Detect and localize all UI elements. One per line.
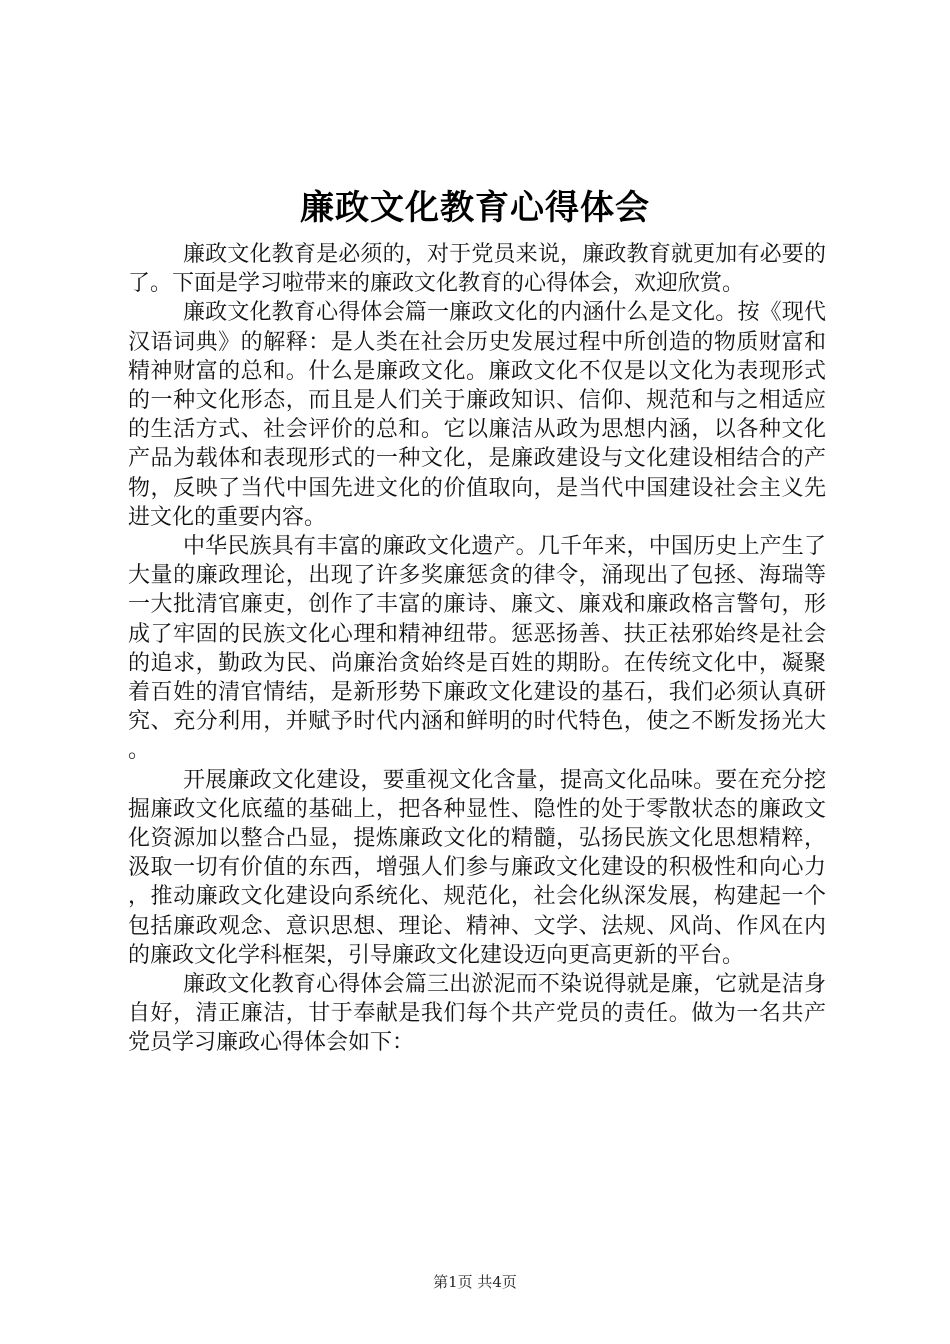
paragraph-intro: 廉政文化教育是必须的，对于党员来说，廉政教育就更加有必要的了。下面是学习啦带来的廉政文化教育的心得体会，欢迎欣赏。 xyxy=(128,242,826,297)
paragraph-part-one: 廉政文化教育心得体会篇一廉政文化的内涵什么是文化。按《现代汉语词典》的解释：是人类在社会历史发展过程中所创造的物质财富和精神财富的总和。什么是廉政文化。廉政文化不仅是以文化为表现形式的一种文化形态，而且是人们关于廉政知识、信仰、规范和与之相适应的生活方式、社会评价的总和。它以廉洁从政为思想内涵，以各种文化产品为载体和表现形式的一种文化，是廉政建设与文化建设相结合的产物，反映了当代中国先进文化的价值取向，是当代中国建设社会主义先进文化的重要内容。 xyxy=(128,300,826,530)
page-number-footer: 第1页 共4页 xyxy=(433,1273,517,1291)
document-title: 廉政文化教育心得体会 xyxy=(300,188,650,228)
paragraph-construction: 开展廉政文化建设，要重视文化含量，提高文化品味。要在充分挖掘廉政文化底蕴的基础上，把各种显性、隐性的处于零散状态的廉政文化资源加以整合凸显，提炼廉政文化的精髓，弘扬民族文化思想精粹，汲取一切有价值的东西，增强人们参与廉政文化建设的积极性和向心力，推动廉政文化建设向系统化、规范化，社会化纵深发展，构建起一个包括廉政观念、意识思想、理论、精神、文学、法规、风尚、作风在内的廉政文化学科框架，引导廉政文化建设迈向更高更新的平台。 xyxy=(128,767,826,968)
paragraph-part-three: 廉政文化教育心得体会篇三出淤泥而不染说得就是廉，它就是洁身自好，清正廉洁，甘于奉献是我们每个共产党员的责任。做为一名共产党员学习廉政心得体会如下： xyxy=(128,972,826,1056)
paragraph-heritage: 中华民族具有丰富的廉政文化遗产。几千年来，中国历史上产生了大量的廉政理论，出现了许多奖廉惩贪的律令，涌现出了包拯、海瑞等一大批清官廉吏，创作了丰富的廉诗、廉文、廉戏和廉政格言警句，形成了牢固的民族文化心理和精神纽带。惩恶扬善、扶正祛邪始终是社会的追求，勤政为民、尚廉治贪始终是百姓的期盼。在传统文化中，凝聚着百姓的清官情结，是新形势下廉政文化建设的基石，我们必须认真研究、充分利用，并赋予时代内涵和鲜明的时代特色，使之不断发扬光大。 xyxy=(128,534,826,764)
document-body xyxy=(128,240,826,1058)
